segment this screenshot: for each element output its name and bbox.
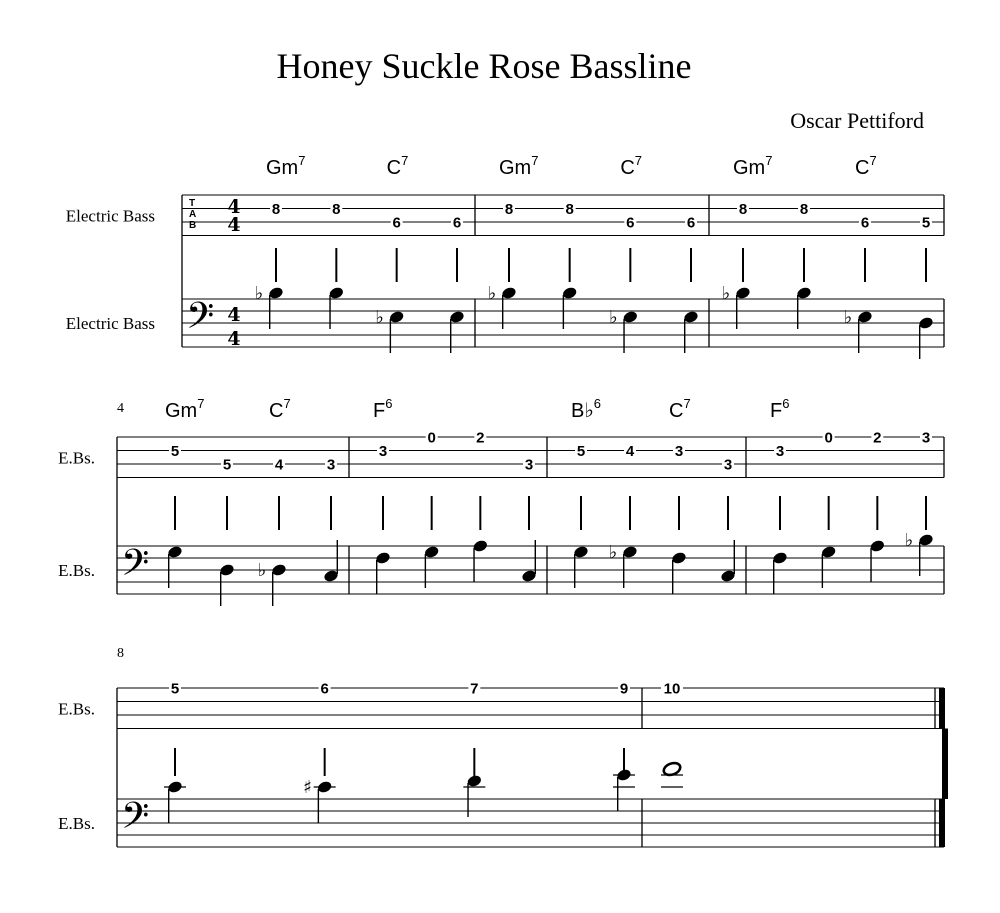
tab-fret-number: 3 <box>723 456 733 474</box>
chord-root: Gm <box>733 157 766 179</box>
chord-extension: 7 <box>683 396 691 411</box>
tab-fret-number: 2 <box>476 429 485 447</box>
tab-fret-number: 8 <box>565 201 574 218</box>
tab-fret-number: 8 <box>332 201 341 218</box>
chord-symbol <box>373 396 392 422</box>
tab-fret-number: 2 <box>873 429 882 447</box>
tab-fret-number: 4 <box>625 443 635 460</box>
composer-name: Oscar Pettiford <box>790 108 924 133</box>
flat-accidental: ♭ <box>608 542 618 563</box>
tab-fret-number: 8 <box>799 201 809 218</box>
chord-extension: 7 <box>869 153 877 168</box>
tab-instrument-label: E.Bs. <box>58 699 95 719</box>
flat-accidental: ♭ <box>375 307 384 328</box>
tab-fret-number: 5 <box>170 680 180 698</box>
chord-extension: 7 <box>401 153 409 168</box>
tab-fret-number: 3 <box>775 443 785 460</box>
staff-time-signature-bottom: 4 <box>227 328 241 350</box>
measure-9 <box>661 681 683 788</box>
measure-3 <box>722 153 934 359</box>
flat-accidental: ♭ <box>721 283 731 304</box>
tab-fret-number: 6 <box>392 214 401 232</box>
score-title: Honey Suckle Rose Bassline <box>276 46 692 86</box>
tab-fret-number: 8 <box>504 201 514 218</box>
measure-4 <box>165 396 339 606</box>
tab-fret-number: 4 <box>274 456 284 474</box>
chord-root: Gm <box>266 157 299 179</box>
tab-instrument-label: Electric Bass <box>65 206 155 226</box>
flat-accidental: ♭ <box>843 307 853 328</box>
tab-fret-number: 6 <box>686 214 696 232</box>
chord-symbol <box>266 153 305 179</box>
tab-fret-number: 7 <box>470 680 479 698</box>
tab-fret-number: 8 <box>271 201 281 218</box>
chord-extension: 7 <box>283 396 291 411</box>
chord-extension: 6 <box>782 396 790 411</box>
tab-clef-b: B <box>189 220 197 231</box>
chord-extension: 7 <box>298 153 306 168</box>
chord-extension: 7 <box>765 153 773 168</box>
system-2 <box>58 396 944 606</box>
chord-root: C <box>269 400 284 422</box>
chord-root: B♭ <box>571 400 594 422</box>
chord-root: F <box>373 400 386 422</box>
chord-symbol <box>499 153 538 179</box>
tab-fret-number: 6 <box>452 214 462 232</box>
tab-time-signature-bottom: 4 <box>227 214 241 236</box>
chord-root: F <box>770 400 783 422</box>
chord-extension: 6 <box>593 396 602 411</box>
tab-fret-number: 5 <box>576 443 586 460</box>
flat-accidental: ♭ <box>609 307 618 328</box>
staff-instrument-label: E.Bs. <box>58 561 95 580</box>
tab-fret-number: 10 <box>663 680 681 698</box>
tab-fret-number: 6 <box>626 214 635 232</box>
staff-time-signature-top: 4 <box>227 304 241 326</box>
measure-5 <box>373 396 537 594</box>
chord-symbol <box>269 396 291 422</box>
tab-fret-number: 0 <box>824 429 833 447</box>
chord-symbol <box>669 396 691 422</box>
tab-fret-number: 6 <box>860 214 870 232</box>
chord-root: C <box>620 157 635 179</box>
bass-clef: 𝄢 <box>121 542 150 593</box>
bass-clef: 𝄢 <box>186 295 215 346</box>
system-1 <box>66 153 944 359</box>
chord-extension: 7 <box>197 396 205 411</box>
measure-7 <box>770 396 934 594</box>
tab-fret-number: 3 <box>524 456 534 474</box>
chord-extension: 6 <box>385 396 393 411</box>
tab-fret-number: 3 <box>921 429 931 447</box>
flat-accidental: ♭ <box>257 560 267 581</box>
tab-fret-number: 0 <box>427 429 436 447</box>
chord-root: Gm <box>499 157 532 179</box>
chord-root: Gm <box>165 400 198 422</box>
sharp-accidental: ♯ <box>303 777 313 798</box>
tab-time-signature-top: 4 <box>227 196 241 218</box>
tab-fret-number: 3 <box>326 456 336 474</box>
chord-extension: 7 <box>634 153 643 168</box>
measure-number: 4 <box>117 401 124 416</box>
measure-number: 8 <box>117 646 124 661</box>
chord-symbol <box>165 396 204 422</box>
tab-clef-t: T <box>189 198 196 209</box>
flat-accidental: ♭ <box>254 283 264 304</box>
tab-clef-a: A <box>189 209 197 220</box>
final-barline-thick <box>939 688 945 729</box>
flat-accidental: ♭ <box>487 283 497 304</box>
chord-symbol <box>620 153 642 179</box>
chord-symbol <box>733 153 772 179</box>
chord-symbol <box>855 153 877 179</box>
system-3 <box>58 646 945 847</box>
tab-fret-number: 5 <box>921 214 931 232</box>
tab-fret-number: 3 <box>674 443 684 460</box>
bass-clef: 𝄢 <box>121 795 150 846</box>
tab-fret-number: 5 <box>222 456 232 474</box>
tab-fret-number: 3 <box>378 443 388 460</box>
chord-symbol <box>387 153 409 179</box>
score-systems <box>58 153 945 847</box>
measure-6 <box>571 396 736 594</box>
chord-symbol <box>571 396 601 422</box>
tab-instrument-label: E.Bs. <box>58 448 95 468</box>
staff-instrument-label: Electric Bass <box>65 314 155 333</box>
tab-fret-number: 6 <box>320 680 329 698</box>
staff-instrument-label: E.Bs. <box>58 814 95 833</box>
flat-accidental: ♭ <box>904 530 914 551</box>
tab-fret-number: 8 <box>738 201 748 218</box>
chord-extension: 7 <box>531 153 539 168</box>
chord-root: C <box>669 400 684 422</box>
tab-fret-number: 5 <box>170 443 180 460</box>
chord-root: C <box>386 157 402 179</box>
chord-symbol <box>770 396 789 422</box>
chord-root: C <box>855 157 870 179</box>
tab-fret-number: 9 <box>619 680 629 698</box>
final-barline-thick <box>939 799 945 847</box>
